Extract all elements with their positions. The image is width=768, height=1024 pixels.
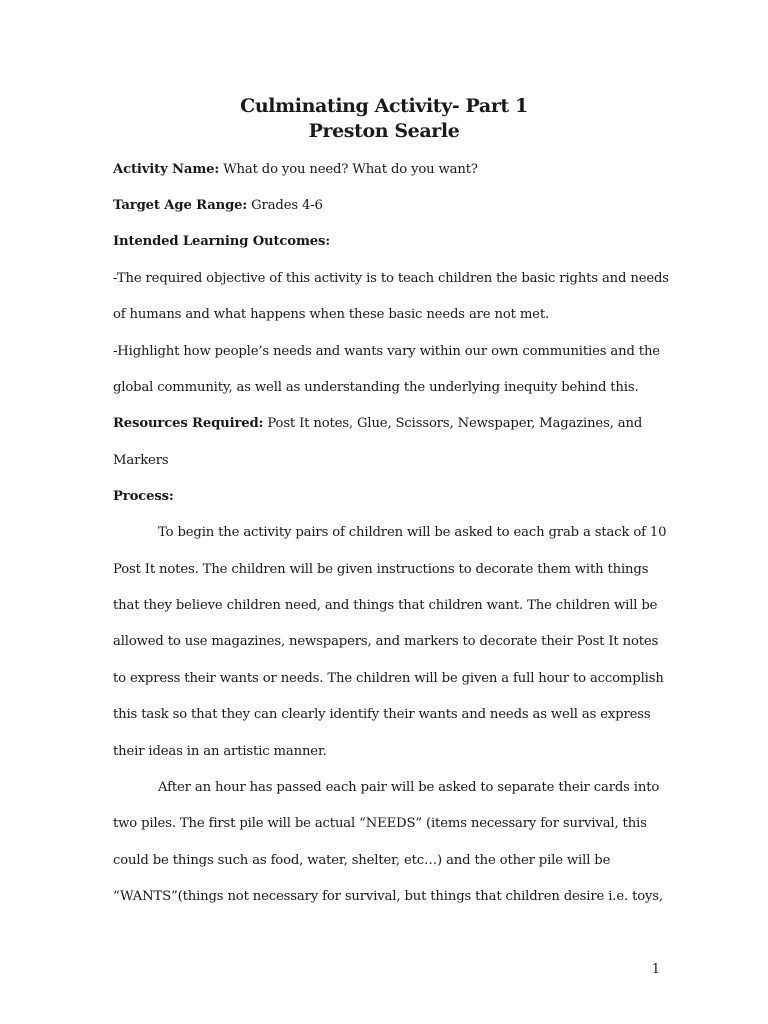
activity-name-line xyxy=(113,161,673,179)
paragraph-2-line: After an hour has passed each pair will be asked to separate their cards into xyxy=(158,780,660,795)
outcome-2-line-1: -Highlight how people’s needs and wants vary within our own communities and the xyxy=(113,344,660,359)
age-range-line xyxy=(113,197,673,215)
paragraph-1-line: to express their wants or needs. The children will be given a full hour to accomplish xyxy=(113,671,664,686)
document-author: Preston Searle xyxy=(308,120,460,142)
process-heading: Process: xyxy=(113,489,174,504)
paragraph-1-line: To begin the activity pairs of children will be asked to each grab a stack of 10 xyxy=(158,525,667,540)
resources-line-2: Markers xyxy=(113,453,169,468)
outcome-1-line-1: -The required objective of this activity is to teach children the basic rights and needs xyxy=(113,271,669,286)
page-number: 1 xyxy=(651,962,660,977)
paragraph-1-line: this task so that they can clearly identify their wants and needs as well as express xyxy=(113,707,651,722)
paragraph-1-line: Post It notes. The children will be given instructions to decorate them with things xyxy=(113,562,649,577)
activity-name-value: What do you need? What do you want? xyxy=(219,162,478,177)
paragraph-2-line: “WANTS”(things not necessary for survival, but things that children desire i.e. toys, xyxy=(113,889,663,904)
paragraph-2-line: two piles. The first pile will be actual “NEEDS” (items necessary for survival, this xyxy=(113,816,647,831)
resources-line xyxy=(113,415,673,433)
document-title: Culminating Activity- Part 1 xyxy=(240,95,528,117)
resources-value: Post It notes, Glue, Scissors, Newspaper, Magazines, and xyxy=(263,416,643,431)
paragraph-1-line: their ideas in an artistic manner. xyxy=(113,744,327,759)
activity-name-label: Activity Name: xyxy=(113,162,220,177)
outcomes-heading: Intended Learning Outcomes: xyxy=(113,234,330,249)
age-range-label: Target Age Range: xyxy=(113,198,248,213)
paragraph-1-line: that they believe children need, and things that children want. The children will be xyxy=(113,598,658,613)
outcome-1-line-2: of humans and what happens when these basic needs are not met. xyxy=(113,307,550,322)
paragraph-2-line: could be things such as food, water, shelter, etc…) and the other pile will be xyxy=(113,853,611,868)
age-range-value: Grades 4-6 xyxy=(247,198,323,213)
outcome-2-line-2: global community, as well as understanding the underlying inequity behind this. xyxy=(113,380,639,395)
resources-label: Resources Required: xyxy=(113,416,264,431)
paragraph-1-line: allowed to use magazines, newspapers, and markers to decorate their Post It notes xyxy=(113,634,659,649)
title-block xyxy=(0,94,768,144)
